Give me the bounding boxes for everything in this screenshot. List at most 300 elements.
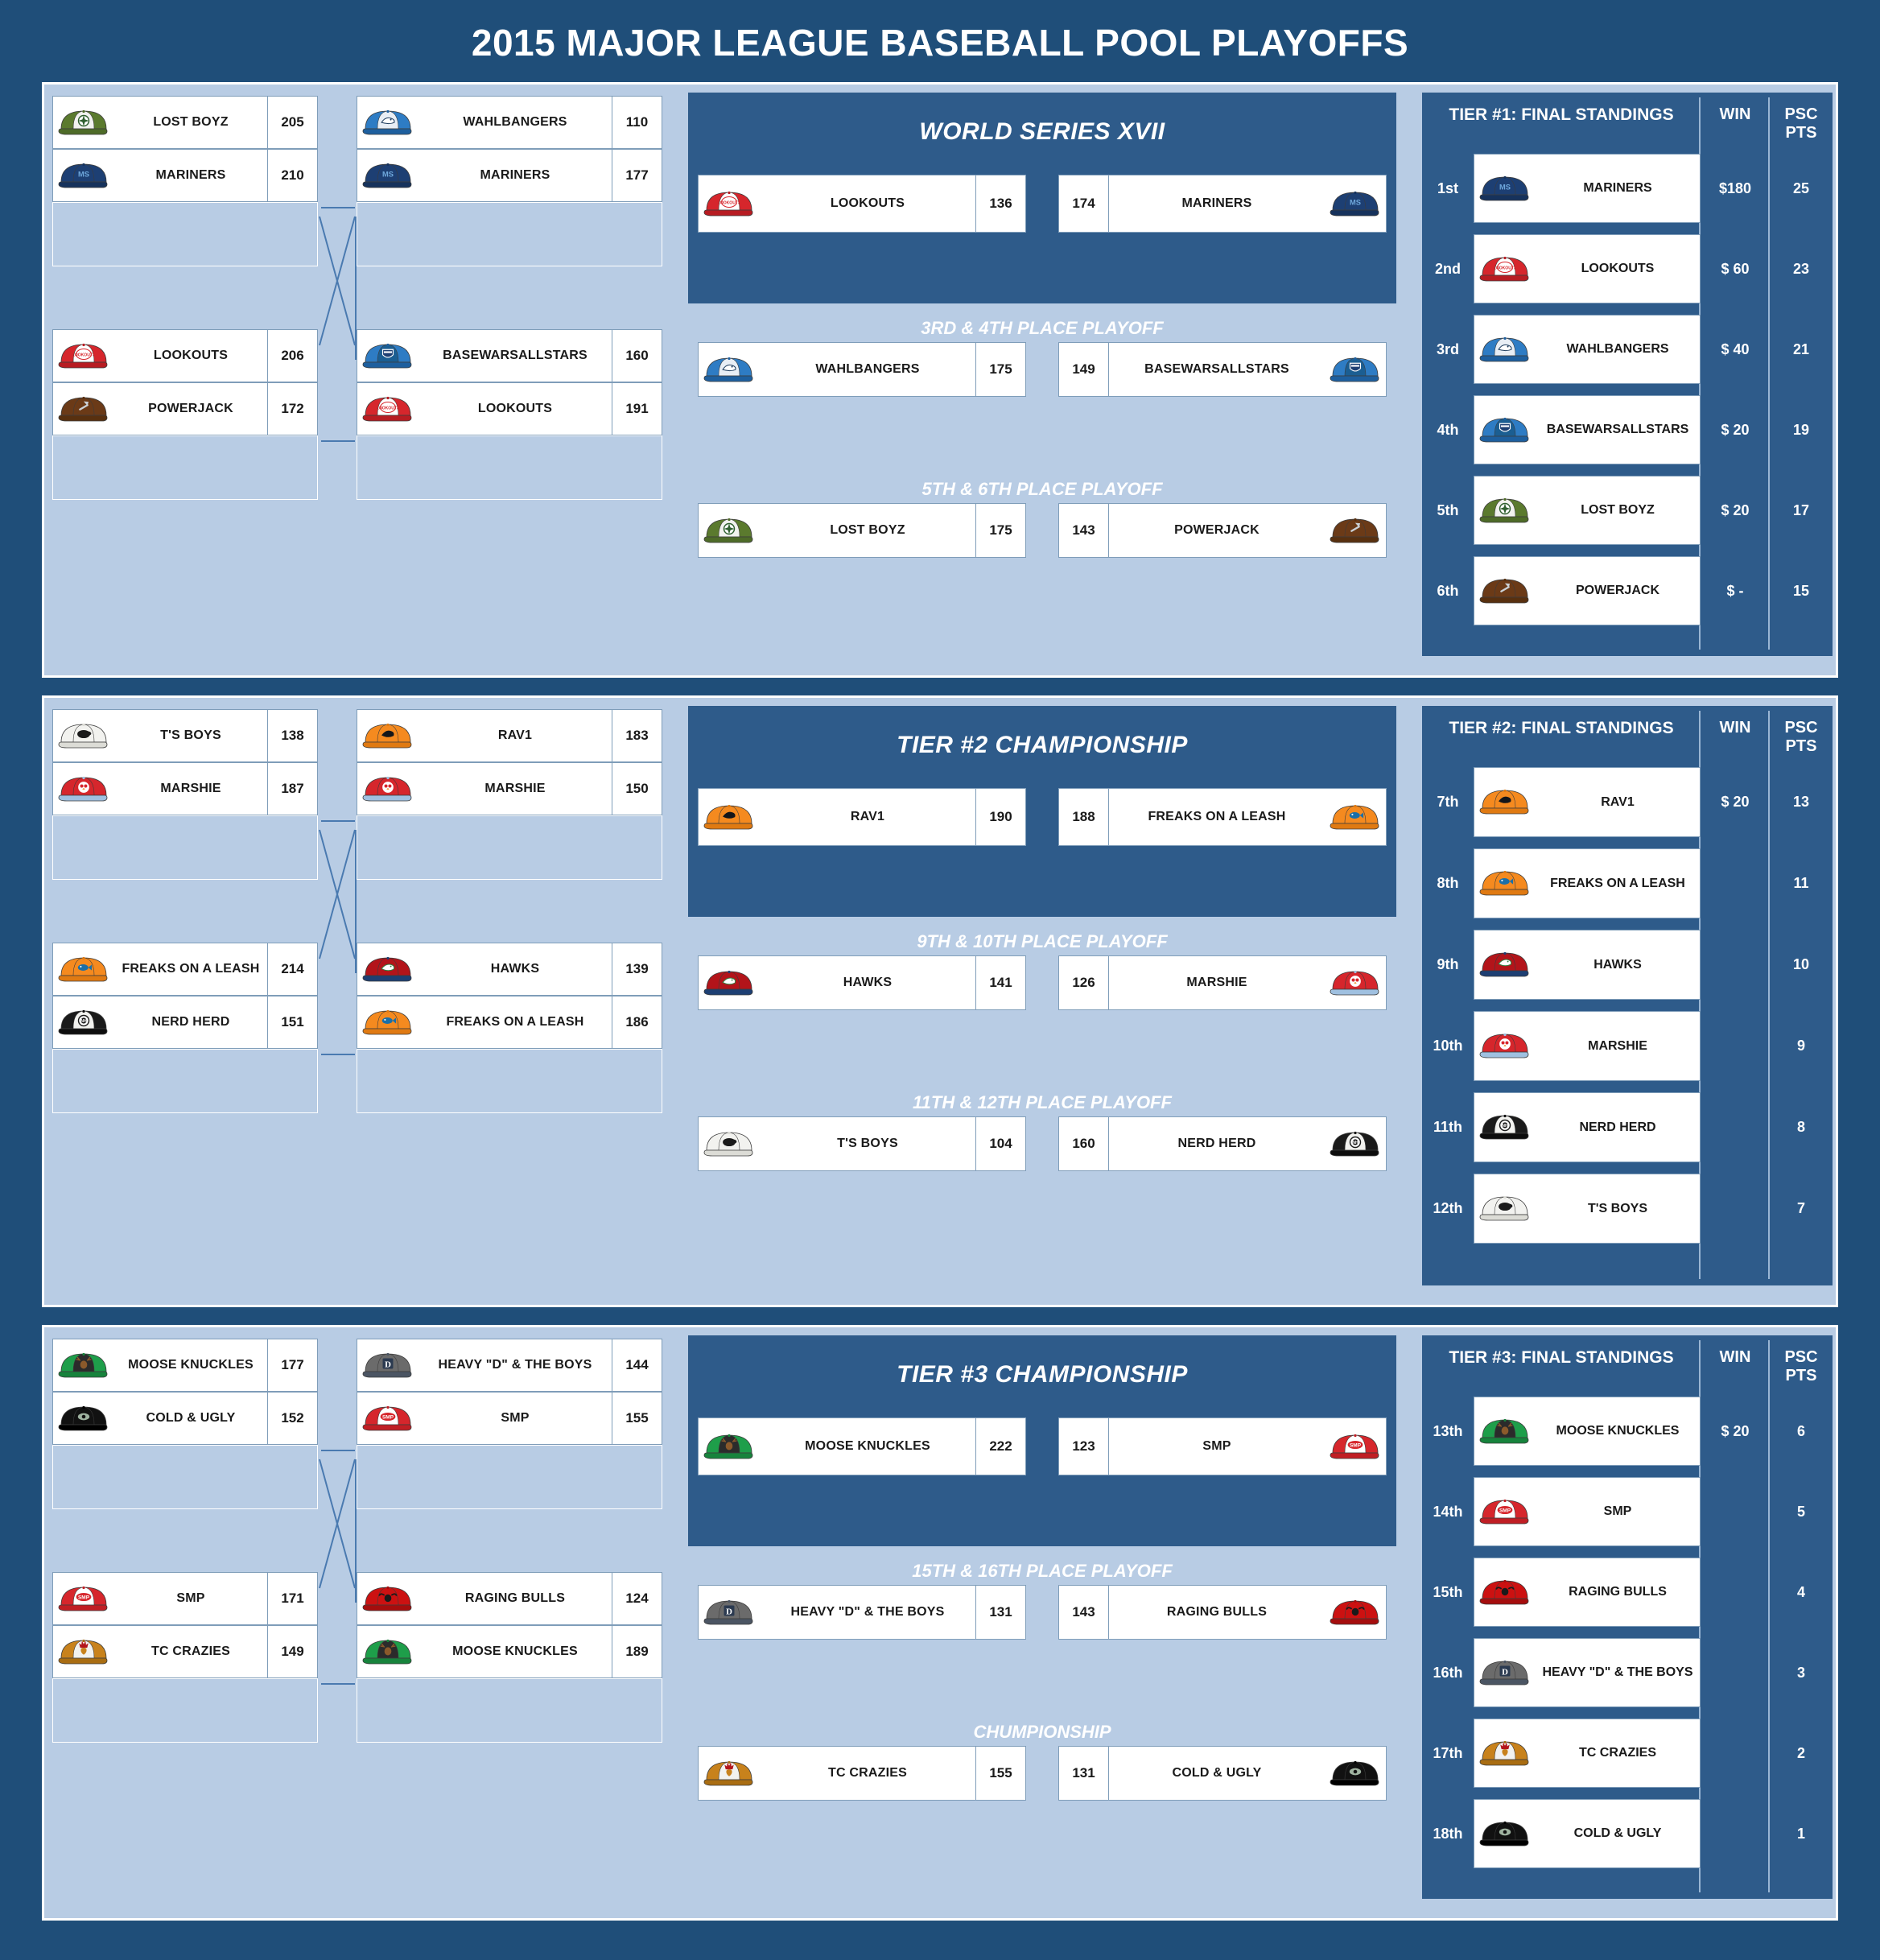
svg-text:MS: MS	[381, 170, 394, 179]
standings-team-name: MARINERS	[1583, 181, 1652, 196]
team-cap-icon-bulls	[357, 1573, 418, 1624]
round1-match[interactable]	[52, 943, 318, 996]
team-name: NERD HERD	[151, 1015, 230, 1030]
team-cap-icon-tsboys	[53, 710, 114, 761]
team-cap-icon-lookouts	[53, 330, 114, 382]
standings-team-name: SMP	[1603, 1504, 1632, 1519]
standings-team-card	[1474, 1477, 1701, 1546]
final-match-left[interactable]	[698, 175, 1026, 233]
standings-win-amount	[1701, 1799, 1770, 1868]
svg-text:NH: NH	[80, 1018, 87, 1024]
playoff1-match-right[interactable]	[1058, 955, 1387, 1010]
standings-psc-points: 21	[1792, 340, 1810, 357]
svg-text:D: D	[1502, 1666, 1508, 1677]
team-cap-icon-wahlbangers	[1474, 316, 1536, 383]
standings-col-psc-pts: PSC PTS	[1784, 105, 1818, 142]
round1-match[interactable]	[52, 382, 318, 435]
standings-psc-points: 19	[1792, 421, 1810, 438]
team-name: HAWKS	[490, 962, 540, 976]
standings-team-name: NERD HERD	[1579, 1120, 1656, 1134]
team-cap-icon-tccrazies	[699, 1747, 760, 1800]
standings-row[interactable]	[1422, 395, 1833, 464]
team-cap-icon-smp	[357, 1393, 418, 1444]
team-name: SMP	[501, 1411, 530, 1426]
standings-header	[1422, 105, 1833, 142]
team-name: HEAVY "D" & THE BOYS	[438, 1358, 592, 1372]
playoff2-match-right[interactable]	[1058, 1116, 1387, 1171]
standings-win-amount: $ 20	[1721, 421, 1750, 438]
standings-team-name: T'S BOYS	[1587, 1201, 1648, 1215]
team-cap-icon-tccrazies	[1474, 1719, 1536, 1787]
round1-match[interactable]	[52, 329, 318, 382]
standings-col-win: WIN	[1719, 719, 1751, 737]
standings-win-amount	[1701, 848, 1770, 918]
team-cap-icon-nerdherd	[1325, 1117, 1386, 1170]
round2-match[interactable]	[357, 1572, 662, 1625]
playoff-label-1: 9TH & 10TH PLACE PLAYOFF	[917, 931, 1168, 951]
bracket-connector	[321, 1683, 355, 1685]
round2-match[interactable]	[357, 996, 662, 1049]
standings-header	[1422, 719, 1833, 756]
standings-row[interactable]	[1422, 556, 1833, 625]
match-score: 190	[975, 789, 1025, 845]
round2-match[interactable]	[357, 149, 662, 202]
final-match-left[interactable]	[698, 1417, 1026, 1475]
round2-match[interactable]	[357, 709, 662, 762]
standings-rank: 2nd	[1434, 260, 1461, 277]
bracket-cross-lines	[318, 822, 358, 967]
team-name: MOOSE KNUCKLES	[128, 1358, 254, 1372]
playoff-label-2: 5TH & 6TH PLACE PLAYOFF	[921, 479, 1163, 499]
standings-team-card	[1474, 556, 1701, 625]
standings-win-amount: $ 40	[1721, 340, 1750, 357]
team-name: COLD & UGLY	[1172, 1766, 1262, 1781]
standings-rank: 18th	[1433, 1825, 1463, 1842]
team-cap-icon-moose	[53, 1339, 114, 1391]
round2-match[interactable]	[357, 329, 662, 382]
standings-row[interactable]	[1422, 1719, 1833, 1788]
team-name: MOOSE KNUCKLES	[452, 1644, 578, 1659]
final-match-right[interactable]	[1058, 788, 1387, 846]
team-cap-icon-marshie	[357, 763, 418, 815]
bracket-connector	[321, 1054, 355, 1055]
standings-rank: 16th	[1433, 1664, 1463, 1681]
round2-group-spacer	[357, 1049, 662, 1113]
standings-win-amount	[1701, 1174, 1770, 1244]
standings-row[interactable]	[1422, 154, 1833, 223]
round1-group-spacer	[52, 1678, 318, 1743]
team-name: MARINERS	[155, 168, 226, 183]
match-score: 150	[612, 763, 662, 815]
standings-team-card	[1474, 315, 1701, 384]
match-score: 152	[267, 1393, 317, 1444]
team-cap-icon-powerjack	[1325, 504, 1386, 557]
round1-match[interactable]	[52, 1339, 318, 1392]
standings-team-card	[1474, 476, 1701, 545]
playoff-label-1: 3RD & 4TH PLACE PLAYOFF	[921, 318, 1164, 338]
standings-row[interactable]	[1422, 1011, 1833, 1081]
final-match-right[interactable]	[1058, 175, 1387, 233]
team-cap-icon-bulls	[1325, 1586, 1386, 1639]
team-name: WAHLBANGERS	[463, 115, 567, 130]
round2-match[interactable]	[357, 96, 662, 149]
bracket-cross-lines	[318, 208, 358, 353]
standings-team-card	[1474, 1397, 1701, 1466]
match-score: 110	[612, 97, 662, 148]
svg-text:NH: NH	[1352, 1140, 1358, 1145]
standings-row[interactable]	[1422, 1092, 1833, 1162]
standings-win-amount: $ 20	[1721, 794, 1750, 810]
round2-group-spacer	[357, 1678, 662, 1743]
standings-psc-points: 17	[1792, 501, 1810, 518]
team-name: LOOKOUTS	[153, 349, 229, 363]
round1-group-spacer	[52, 815, 318, 880]
standings-row[interactable]	[1422, 1799, 1833, 1868]
standings-win-amount	[1701, 1092, 1770, 1162]
team-cap-icon-freaks	[1474, 849, 1536, 918]
match-score: 155	[612, 1393, 662, 1444]
team-name: POWERJACK	[1174, 523, 1260, 538]
svg-text:LOOKOUTS: LOOKOUTS	[72, 353, 96, 358]
playoff1-match-left[interactable]	[698, 955, 1026, 1010]
standings-row[interactable]	[1422, 1174, 1833, 1244]
team-cap-icon-mariners	[1325, 175, 1386, 232]
svg-text:MS: MS	[77, 170, 90, 179]
match-score: 175	[975, 504, 1025, 557]
bracket-connector	[355, 1459, 357, 1603]
match-score: 183	[612, 710, 662, 761]
standings-team-card	[1474, 1799, 1701, 1868]
bracket-connector	[355, 217, 357, 360]
round1-match[interactable]	[52, 1572, 318, 1625]
final-match-right[interactable]	[1058, 1417, 1387, 1475]
standings-team-card	[1474, 234, 1701, 303]
match-score: 175	[975, 343, 1025, 396]
match-score: 123	[1059, 1418, 1109, 1475]
standings-win-amount: $ 20	[1721, 1422, 1750, 1439]
svg-text:SMP: SMP	[1499, 1508, 1511, 1514]
round1-match[interactable]	[52, 96, 318, 149]
svg-text:MS: MS	[1349, 198, 1362, 207]
standings-rank: 3rd	[1436, 340, 1459, 357]
standings-row[interactable]	[1422, 930, 1833, 1000]
standings-team-name: COLD & UGLY	[1573, 1826, 1662, 1841]
standings-psc-points: 9	[1796, 1038, 1805, 1054]
match-score: 155	[975, 1747, 1025, 1800]
svg-text:LOOKOUTS: LOOKOUTS	[717, 200, 741, 206]
round1-match[interactable]	[52, 996, 318, 1049]
standings-col-psc-pts: PSC PTS	[1784, 719, 1818, 755]
match-score: 131	[975, 1586, 1025, 1639]
standings-team-card	[1474, 1092, 1701, 1162]
match-score: 139	[612, 943, 662, 995]
round1-match[interactable]	[52, 709, 318, 762]
round2-group-spacer	[357, 202, 662, 266]
standings-row[interactable]	[1422, 1558, 1833, 1627]
round2-match[interactable]	[357, 1339, 662, 1392]
team-name: FREAKS ON A LEASH	[1148, 810, 1286, 824]
match-score: 143	[1059, 504, 1109, 557]
team-cap-icon-powerjack	[1474, 557, 1536, 625]
round2-group-spacer	[357, 815, 662, 880]
svg-text:D: D	[385, 1359, 391, 1369]
playoff-label-2: CHUMPIONSHIP	[973, 1722, 1111, 1742]
standings-win-amount: $ -	[1726, 582, 1744, 599]
playoff2-match-right[interactable]	[1058, 503, 1387, 558]
team-name: RAGING BULLS	[464, 1591, 566, 1606]
team-cap-icon-mariners	[357, 150, 418, 201]
match-score: 187	[267, 763, 317, 815]
team-name: TC CRAZIES	[151, 1644, 230, 1659]
match-score: 186	[612, 997, 662, 1048]
team-name: HAWKS	[843, 976, 893, 990]
playoff2-match-right[interactable]	[1058, 1746, 1387, 1801]
standings-team-card	[1474, 154, 1701, 223]
team-cap-icon-moose	[357, 1626, 418, 1677]
standings-team-card	[1474, 1719, 1701, 1788]
team-name: FREAKS ON A LEASH	[122, 962, 260, 976]
round1-match[interactable]	[52, 1392, 318, 1445]
round1-group-spacer	[52, 1445, 318, 1509]
standings-psc-points: 4	[1796, 1583, 1805, 1600]
svg-text:LOOKOUTS: LOOKOUTS	[376, 406, 400, 411]
standings-team-card	[1474, 1011, 1701, 1081]
standings-psc-points: 8	[1796, 1119, 1805, 1135]
team-cap-icon-rav1	[1474, 768, 1536, 836]
center-title: TIER #2 CHAMPIONSHIP	[897, 732, 1188, 758]
team-name: NERD HERD	[1177, 1137, 1256, 1151]
standings-team-card	[1474, 395, 1701, 464]
standings-psc-points: 13	[1792, 794, 1810, 810]
standings-psc-points: 6	[1796, 1422, 1805, 1439]
match-score: 160	[612, 330, 662, 382]
match-score: 104	[975, 1117, 1025, 1170]
standings-row[interactable]	[1422, 1397, 1833, 1466]
standings-row[interactable]	[1422, 1638, 1833, 1707]
team-cap-icon-rav1	[699, 789, 760, 845]
standings-col-win: WIN	[1719, 105, 1751, 123]
match-score: 177	[267, 1339, 317, 1391]
standings-rank: 10th	[1433, 1038, 1463, 1054]
team-cap-icon-nerdherd	[53, 997, 114, 1048]
team-name: BASEWARSALLSTARS	[443, 349, 588, 363]
team-name: FREAKS ON A LEASH	[446, 1015, 584, 1030]
team-cap-icon-powerjack	[53, 383, 114, 435]
standings-team-card	[1474, 848, 1701, 918]
team-name: BASEWARSALLSTARS	[1144, 362, 1289, 377]
match-score: 188	[1059, 789, 1109, 845]
match-score: 210	[267, 150, 317, 201]
team-name: SMP	[1202, 1439, 1231, 1454]
match-score: 174	[1059, 175, 1109, 232]
match-score: 177	[612, 150, 662, 201]
svg-text:LOOKOUTS: LOOKOUTS	[1493, 266, 1517, 271]
standings-row[interactable]	[1422, 1477, 1833, 1546]
standings-row[interactable]	[1422, 767, 1833, 837]
standings-team-card	[1474, 930, 1701, 1000]
playoff1-match-left[interactable]	[698, 342, 1026, 397]
playoff2-match-left[interactable]	[698, 503, 1026, 558]
team-cap-icon-basewars	[357, 330, 418, 382]
team-name: MARSHIE	[484, 782, 546, 796]
team-cap-icon-mariners	[1474, 155, 1536, 222]
team-cap-icon-wahlbangers	[357, 97, 418, 148]
team-cap-icon-basewars	[1474, 396, 1536, 464]
standings-team-card	[1474, 767, 1701, 837]
standings-rank: 12th	[1433, 1200, 1463, 1216]
team-cap-icon-lostboyz	[53, 97, 114, 148]
standings-win-amount: $ 20	[1721, 501, 1750, 518]
team-cap-icon-lookouts	[1474, 235, 1536, 303]
playoff1-match-right[interactable]	[1058, 342, 1387, 397]
team-cap-icon-heavyd	[699, 1586, 760, 1639]
standings-col-win: WIN	[1719, 1348, 1751, 1366]
round2-group-spacer	[357, 435, 662, 500]
standings-win-amount	[1701, 1638, 1770, 1707]
standings-psc-points: 11	[1793, 875, 1809, 891]
standings-row[interactable]	[1422, 315, 1833, 384]
match-score: 136	[975, 175, 1025, 232]
bracket-connector	[321, 440, 355, 442]
svg-text:SMP: SMP	[381, 1414, 394, 1421]
standings-team-card	[1474, 1558, 1701, 1627]
page-title: 2015 MAJOR LEAGUE BASEBALL POOL PLAYOFFS	[471, 22, 1409, 64]
standings-rank: 5th	[1437, 501, 1459, 518]
team-name: HEAVY "D" & THE BOYS	[790, 1605, 945, 1620]
team-name: RAV1	[850, 810, 885, 824]
standings-rank: 15th	[1433, 1583, 1463, 1600]
standings-psc-points: 1	[1796, 1825, 1805, 1842]
team-cap-icon-hawks	[357, 943, 418, 995]
team-cap-icon-freaks	[53, 943, 114, 995]
team-cap-icon-bulls	[1474, 1558, 1536, 1626]
team-name: POWERJACK	[148, 402, 233, 416]
standings-rank: 1st	[1437, 179, 1458, 196]
team-name: LOOKOUTS	[830, 196, 905, 211]
standings-team-name: BASEWARSALLSTARS	[1546, 423, 1689, 437]
team-cap-icon-tccrazies	[53, 1626, 114, 1677]
match-score: 206	[267, 330, 317, 382]
final-match-left[interactable]	[698, 788, 1026, 846]
standings-psc-points: 5	[1796, 1503, 1805, 1520]
round2-match[interactable]	[357, 1625, 662, 1678]
team-name: MARSHIE	[1186, 976, 1247, 990]
team-cap-icon-smp	[53, 1573, 114, 1624]
tier-block-tier2	[42, 695, 1838, 1307]
bracket-cross-lines	[318, 1451, 358, 1596]
round2-match[interactable]	[357, 382, 662, 435]
playoff2-match-left[interactable]	[698, 1746, 1026, 1801]
standings-row[interactable]	[1422, 234, 1833, 303]
team-name: WAHLBANGERS	[815, 362, 920, 377]
standings-team-card	[1474, 1638, 1701, 1707]
standings-win-amount	[1701, 1011, 1770, 1081]
team-cap-icon-mariners	[53, 150, 114, 201]
match-score: 149	[267, 1626, 317, 1677]
standings-win-amount	[1701, 1719, 1770, 1788]
standings-row[interactable]	[1422, 848, 1833, 918]
team-name: MARINERS	[1181, 196, 1252, 211]
team-cap-icon-marshie	[53, 763, 114, 815]
match-score: 141	[975, 956, 1025, 1009]
team-cap-icon-lostboyz	[1474, 477, 1536, 544]
team-cap-icon-moose	[1474, 1397, 1536, 1465]
match-score: 151	[267, 997, 317, 1048]
team-name: LOST BOYZ	[830, 523, 905, 538]
round1-match[interactable]	[52, 149, 318, 202]
playoff1-match-left[interactable]	[698, 1585, 1026, 1640]
match-score: 131	[1059, 1747, 1109, 1800]
team-name: MOOSE KNUCKLES	[805, 1439, 930, 1454]
standings-team-name: POWERJACK	[1575, 584, 1659, 598]
standings-team-name: TC CRAZIES	[1579, 1746, 1656, 1760]
standings-title: TIER #3: FINAL STANDINGS	[1449, 1348, 1674, 1367]
team-cap-icon-cold	[53, 1393, 114, 1444]
standings-rank: 11th	[1433, 1119, 1463, 1135]
team-cap-icon-marshie	[1325, 956, 1386, 1009]
team-cap-icon-freaks	[1325, 789, 1386, 845]
tier-block-tier1	[42, 82, 1838, 678]
standings-rank: 14th	[1433, 1503, 1463, 1520]
team-cap-icon-hawks	[699, 956, 760, 1009]
standings-row[interactable]	[1422, 476, 1833, 545]
team-cap-icon-cold	[1325, 1747, 1386, 1800]
standings-team-name: HAWKS	[1593, 957, 1642, 972]
standings-win-amount	[1701, 1558, 1770, 1627]
team-name: RAV1	[497, 728, 533, 743]
standings-psc-points: 2	[1796, 1744, 1805, 1761]
round1-match[interactable]	[52, 1625, 318, 1678]
standings-team-name: LOST BOYZ	[1581, 503, 1655, 518]
tier-block-tier3	[42, 1325, 1838, 1921]
round2-match[interactable]	[357, 1392, 662, 1445]
playoff1-match-right[interactable]	[1058, 1585, 1387, 1640]
standings-psc-points: 15	[1792, 582, 1810, 599]
standings-psc-points: 7	[1796, 1200, 1805, 1216]
round2-group-spacer	[357, 1445, 662, 1509]
match-score: 143	[1059, 1586, 1109, 1639]
match-score: 126	[1059, 956, 1109, 1009]
round2-match[interactable]	[357, 943, 662, 996]
standings-header	[1422, 1348, 1833, 1385]
round1-group-spacer	[52, 202, 318, 266]
team-cap-icon-smp	[1474, 1478, 1536, 1545]
team-cap-icon-cold	[1474, 1800, 1536, 1867]
standings-rank: 17th	[1433, 1744, 1463, 1761]
svg-text:SMP: SMP	[1349, 1442, 1362, 1449]
playoff-label-2: 11TH & 12TH PLACE PLAYOFF	[913, 1092, 1172, 1112]
playoff2-match-left[interactable]	[698, 1116, 1026, 1171]
team-cap-icon-marshie	[1474, 1012, 1536, 1080]
standings-rank: 9th	[1437, 956, 1459, 972]
standings-team-card	[1474, 1174, 1701, 1244]
team-cap-icon-heavyd	[357, 1339, 418, 1391]
team-cap-icon-wahlbangers	[699, 343, 760, 396]
match-score: 214	[267, 943, 317, 995]
svg-text:MS: MS	[1499, 183, 1511, 192]
standings-team-name: RAV1	[1601, 794, 1635, 809]
center-title: TIER #3 CHAMPIONSHIP	[897, 1361, 1188, 1388]
standings-title: TIER #2: FINAL STANDINGS	[1449, 719, 1674, 737]
team-name: T'S BOYS	[160, 728, 221, 743]
standings-win-amount: $ 60	[1721, 260, 1750, 277]
match-score: 172	[267, 383, 317, 435]
standings-team-name: RAGING BULLS	[1569, 1585, 1667, 1599]
round2-match[interactable]	[357, 762, 662, 815]
standings-psc-points: 23	[1792, 260, 1810, 277]
playoff-label-1: 15TH & 16TH PLACE PLAYOFF	[912, 1561, 1173, 1581]
round1-match[interactable]	[52, 762, 318, 815]
